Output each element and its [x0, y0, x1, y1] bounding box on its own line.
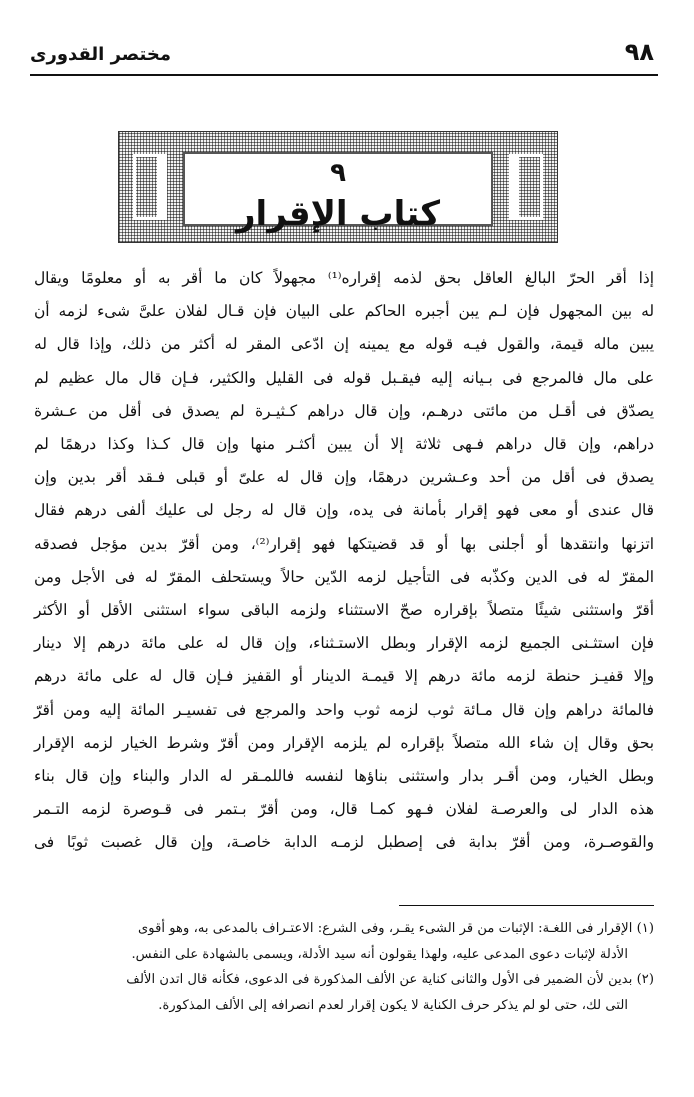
- text-line: والقوصـرة، ومن أقرّ بدابة فى إصطبل لزمـه الدابة خاصـة، وإن قال غصبت ثوبًا فى: [34, 833, 654, 852]
- footnote-line: التى لك، حتى لو لم يذكر حرف الكناية لا يكون إقرار لعدم انصرافه إلى الألف المذكورة.: [158, 997, 628, 1013]
- text-line: فالمائة دراهم وإن قال مـائة ثوب لزمه ثوب واحد والمرجع فى تفسيـر المائة إليه ومن أقرّ: [34, 700, 654, 719]
- ornament-left-pattern: [133, 154, 167, 220]
- footnote-separator: [399, 905, 654, 906]
- text-line: على مال فالمرجع فى بـيانه إليه فيقـبل قوله فى القليل والكثير، فـإن قال مال عظيم لم: [34, 368, 654, 387]
- chapter-title: كتاب الإقرار: [235, 194, 441, 234]
- text-line: اتزنها وانتقدها أو أجلنى بها أو قد قضيتكها فهو إقرار⁽²⁾، ومن أقرّ بدين مؤجل فصدقه: [34, 534, 654, 553]
- body-text: [34, 262, 654, 860]
- text-line: له بين المجهول فإن لـم يبن أجبره الحاكم على البيان فإن قـال لفلان علىَّ شىء لزمه أن: [34, 302, 654, 321]
- running-header: [30, 38, 658, 76]
- text-line: يصدق فى أقل من أحد وعـشرين درهمًا، وإن قال له علىّ أو قبلى فـقد أقر بدين وإن: [34, 468, 654, 487]
- text-line: هذه الدار لى والعرصـة لفلان فـهو كمـا قال، ومن أقرّ بـتمر فى قـوصرة لزمه التـمر: [34, 800, 654, 819]
- text-line: بحق وقال إن شاء الله متصلاً بإقراره لم يلزمه الإقرار ومن أقرّ وشرط الخيار لزمه الإقرار: [34, 733, 654, 752]
- text-line: إذا أقر الحرّ البالغ العاقل بحق لذمه إقراره⁽¹⁾ مجهولاً كان ما أقر به أو معلومًا ويقال: [34, 269, 654, 287]
- text-line: المقرّ له فى الدين وكذّبه فى التأجيل لزمه الدّين حالاً ويستحلف المقرّ له فى الأجل ومن: [34, 567, 654, 586]
- page-number: ٩٨: [624, 38, 654, 66]
- text-line: يصدّق فى أقـل من مائتى درهـم، وإن قال دراهم كـثيـرة لم يصدق فى أقل من عـشرة: [34, 401, 654, 420]
- footnote-line: (١) الإقرار فى اللغـة: الإثبات من قر الشىء يقـر، وفى الشرع: الاعتـراف بالمدعى به، وهو أقوى: [137, 921, 654, 936]
- ornament-right-pattern: [509, 154, 543, 220]
- book-title: مختصر القدورى: [30, 44, 171, 65]
- chapter-heading-panel: [183, 152, 493, 234]
- text-line: قال عندى أو معى فهو إقرار بأمانة فى يده، وإن قال له رجل لى عليك ألفى درهم فقال: [34, 501, 654, 520]
- text-line: وبطل الخيار، ومن أقـر بدار واستثنى بناؤها لنفسه فاللمـقر له الدار والبناء وإن قال بناء: [34, 767, 654, 786]
- chapter-ornament-frame: [118, 131, 558, 243]
- text-line: دراهم، وإن قال دراهم فـهى ثلاثة إلا أن يبين أكثـر منها وإن قال كـذا وكذا درهمًا لم: [34, 435, 654, 454]
- footnote-line: (٢) بدين لأن الضمير فى الأول والثانى كناية عن الألف المذكورة فى الدعوى، فكأنه قال اتدن الألف: [126, 972, 654, 987]
- footnote-line: الأدلة لإثبات دعوى المدعى عليه، ولهذا يقولون أنه سيد الأدلة، ويسمى بالشهادة على النفس.: [131, 946, 628, 962]
- text-line: أقرّ واستثنى شيئًا متصلاً بإقراره صحّ الاستثناء ولزمه الباقى سواء استثنى الأقل أو الأكثر: [34, 601, 654, 620]
- text-line: فإن استثـنى الجميع لزمه الإقرار وبطل الاستـثناء، وإن قال له على مائة درهم إلا دينار: [34, 634, 654, 653]
- text-line: يبين ماله قيمة، والقول فيـه قوله مع يمينه إن ادّعى المقر له أكثر من ذلك، وإذا قال له: [34, 335, 654, 354]
- footnotes: [30, 916, 654, 1018]
- chapter-number: ٩: [330, 158, 346, 188]
- text-line: وإلا قفيـز حنطة لزمه مائة درهم إلا قيمـة الدينار أو القفيز فـإن قال له على مائة درهم: [34, 667, 654, 686]
